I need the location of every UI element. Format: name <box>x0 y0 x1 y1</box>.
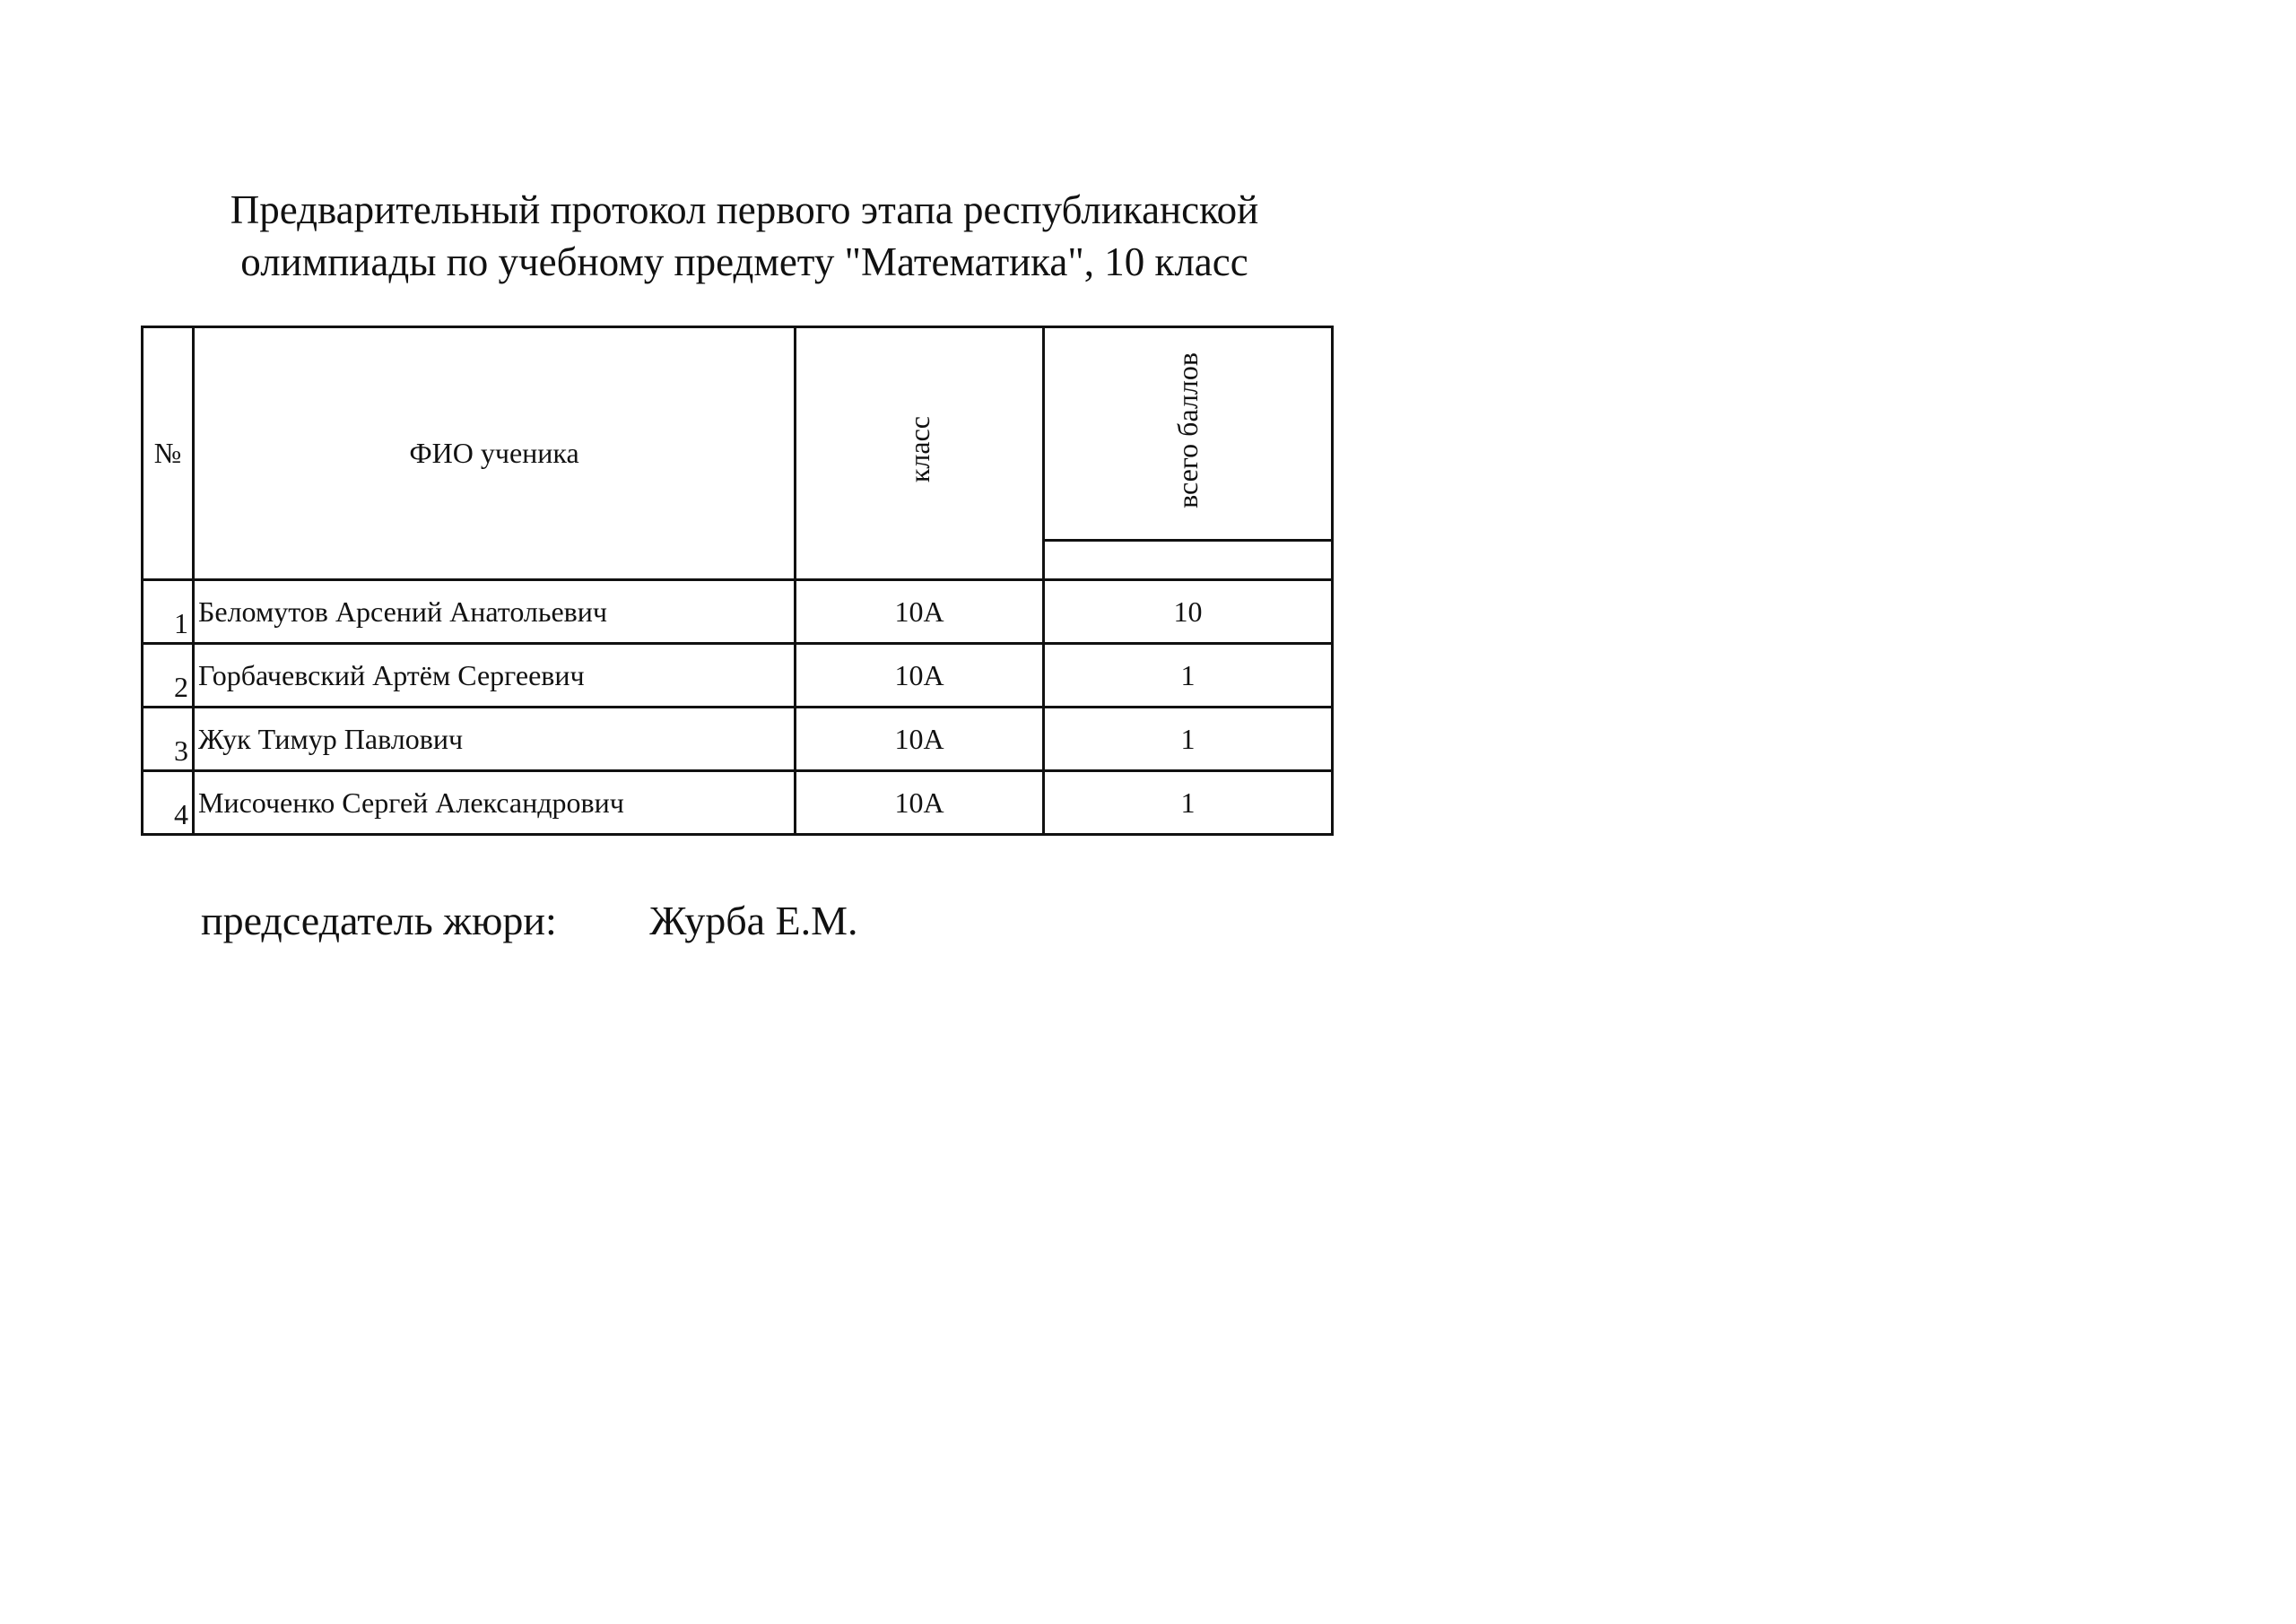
table-row <box>143 644 1333 708</box>
header-total-points-label: всего баллов <box>1171 352 1204 508</box>
student-class: 10А <box>796 771 1044 835</box>
title-line-1: Предварительный протокол первого этапа республиканской <box>230 187 1259 232</box>
student-name: Горбачевский Артём Сергеевич <box>194 644 796 708</box>
student-class: 10А <box>796 708 1044 771</box>
student-score: 1 <box>1044 771 1333 835</box>
jury-chair-name: Журба Е.М. <box>649 898 858 943</box>
results-table <box>141 326 1334 836</box>
document-title <box>144 184 1345 288</box>
header-total-points <box>1044 327 1333 541</box>
table-row <box>143 580 1333 644</box>
student-name: Жук Тимур Павлович <box>194 708 796 771</box>
jury-signature-line <box>201 895 858 947</box>
student-score: 10 <box>1044 580 1333 644</box>
row-number: 3 <box>143 708 194 771</box>
table-row <box>143 708 1333 771</box>
header-class <box>796 327 1044 580</box>
jury-chair-label: председатель жюри: <box>201 898 557 943</box>
student-class: 10А <box>796 644 1044 708</box>
student-class: 10А <box>796 580 1044 644</box>
header-total-subcell <box>1044 541 1333 580</box>
title-line-2: олимпиады по учебному предмету "Математика", 10 класс <box>240 239 1248 284</box>
row-number: 1 <box>143 580 194 644</box>
table-row <box>143 771 1333 835</box>
student-name: Мисоченко Сергей Александрович <box>194 771 796 835</box>
row-number: 4 <box>143 771 194 835</box>
row-number: 2 <box>143 644 194 708</box>
header-class-label: класс <box>902 416 935 483</box>
student-name: Беломутов Арсений Анатольевич <box>194 580 796 644</box>
student-score: 1 <box>1044 644 1333 708</box>
header-full-name: ФИО ученика <box>194 327 796 580</box>
header-number: № <box>143 327 194 580</box>
student-score: 1 <box>1044 708 1333 771</box>
